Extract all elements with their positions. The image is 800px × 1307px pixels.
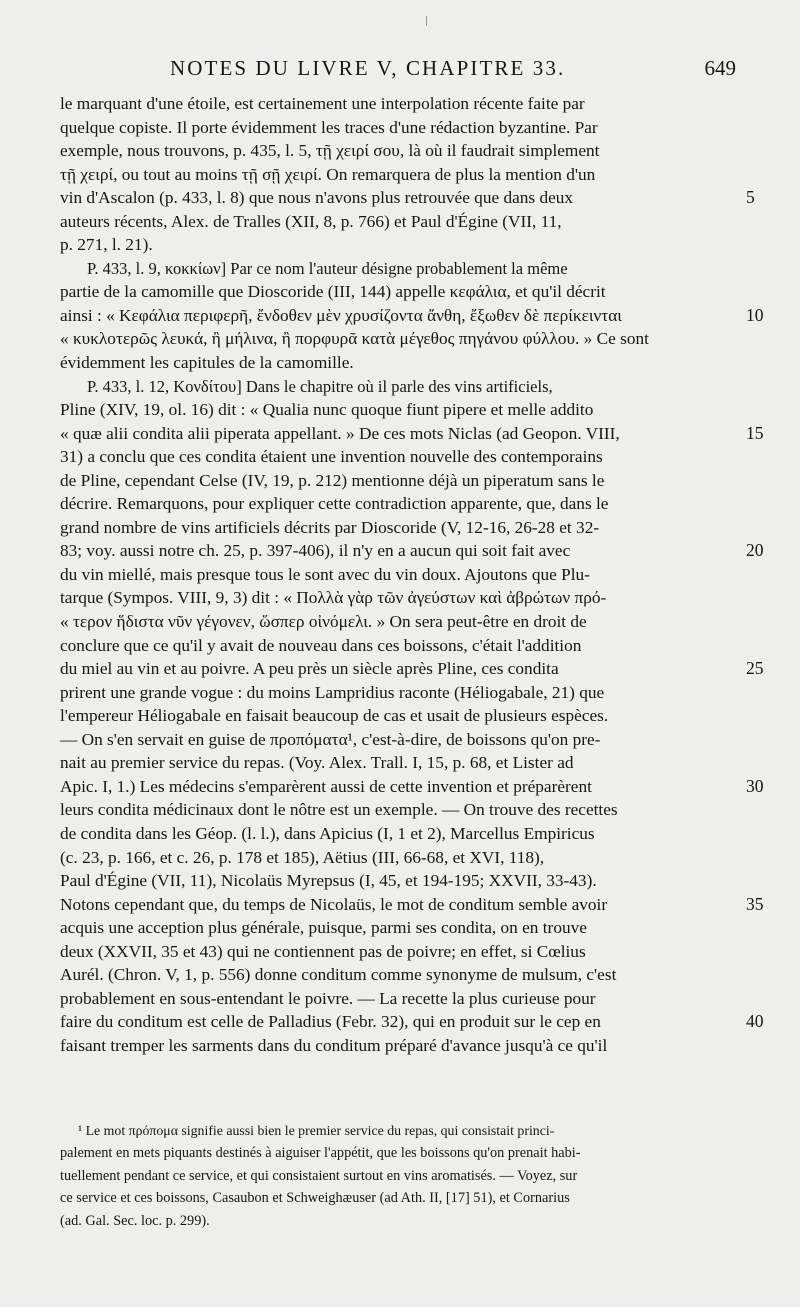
line-text: Paul d'Égine (VII, 11), Nicolaüs Myrepsus (I, 45, et 194-195; XXVII, 33-43). — [60, 871, 597, 891]
line-text: « κυκλοτερῶς λευκά, ἢ μήλινα, ἢ πορφυρᾶ κατὰ μέγεθος πηγάνου φύλλου. » Ce sont — [60, 329, 649, 349]
line-text: faisant tremper les sarments dans du conditum préparé d'avance jusqu'à ce qu'il — [60, 1035, 608, 1055]
print-mark — [426, 16, 427, 26]
text-line — [60, 822, 750, 846]
text-line — [60, 280, 750, 304]
text-line — [60, 634, 750, 658]
text-line — [60, 539, 764, 563]
text-line — [60, 1010, 764, 1034]
text-line — [60, 186, 755, 210]
line-number: 40 — [746, 1011, 764, 1032]
text-line — [60, 775, 764, 799]
line-number: 30 — [746, 775, 764, 796]
running-title: NOTES DU LIVRE V, CHAPITRE 33. — [170, 56, 566, 80]
text-line — [60, 351, 750, 375]
line-number: 15 — [746, 422, 764, 443]
line-text: de Pline, cependant Celse (IV, 19, p. 212) mentionne déjà un piperatum sans le — [60, 470, 605, 490]
page-header — [60, 52, 736, 88]
text-line — [60, 445, 750, 469]
line-text: auteurs récents, Alex. de Tralles (XII, 8, p. 766) et Paul d'Égine (VII, 11, — [60, 211, 562, 231]
text-line — [60, 398, 750, 422]
footnote-line: ce service et ces boissons, Casaubon et Schweighæuser (ad Ath. II, [17] 51), et Cornarius — [60, 1190, 570, 1207]
line-text: (c. 23, p. 166, et c. 26, p. 178 et 185), Aëtius (III, 66-68, et XVI, 118), — [60, 847, 545, 867]
text-line — [60, 492, 750, 516]
line-number: 5 — [746, 187, 755, 208]
text-line — [60, 681, 750, 705]
text-line — [60, 304, 764, 328]
text-line — [60, 469, 750, 493]
line-text: probablement en sous-entendant le poivre. — La recette la plus curieuse pour — [60, 988, 596, 1008]
text-line — [60, 846, 750, 870]
line-number: 10 — [746, 304, 764, 325]
line-text: le marquant d'une étoile, est certainement une interpolation récente faite par — [60, 94, 585, 113]
line-text: évidemment les capitules de la camomille. — [60, 353, 354, 373]
text-line — [60, 233, 750, 257]
line-text: « quæ alii condita alii piperata appellant. » De ces mots Niclas (ad Geopon. VIII, — [60, 423, 620, 443]
line-text: faire du conditum est celle de Palladius (Febr. 32), qui en produit sur le cep en — [60, 1012, 601, 1032]
footnote-line: tuellement pendant ce service, et qui consistaient surtout en vins aromatisés. — Voyez, sur — [60, 1167, 578, 1184]
text-line — [60, 1034, 750, 1058]
line-text: τῇ χειρί, ou tout au moins τῇ σῇ χειρί. On remarquera de plus la mention d'un — [60, 164, 596, 184]
line-number: 20 — [746, 540, 764, 561]
text-line — [60, 563, 750, 587]
text-line — [60, 798, 750, 822]
line-text: leurs condita médicinaux dont le nôtre est un exemple. — On trouve des recettes — [60, 800, 618, 820]
text-line — [60, 963, 750, 987]
text-line — [60, 375, 750, 399]
text-line — [60, 586, 750, 610]
text-line — [60, 139, 750, 163]
page-number: 649 — [704, 56, 736, 80]
line-text: 31) a conclu que ces condita étaient une invention nouvelle des contemporains — [60, 447, 603, 467]
text-line — [60, 116, 750, 140]
text-line — [60, 893, 764, 917]
line-text: l'empereur Héliogabale en faisait beaucoup de cas et usait de plusieurs espèces. — [60, 706, 609, 726]
line-text: conclure que ce qu'il y avait de nouveau dans ces boissons, c'était l'addition — [60, 635, 582, 655]
footnotes — [60, 1120, 736, 1232]
text-line — [60, 728, 750, 752]
line-text: ainsi : « Κεφάλια περιφερῆ, ἔνδοθεν μὲν χρυσίζοντα ἄνθη, ἔξωθεν δὲ περίκεινται — [60, 305, 622, 325]
line-text: P. 433, l. 9, κοκκίων] Par ce nom l'auteur désigne probablement la même — [87, 258, 568, 278]
line-text: p. 271, l. 21). — [60, 235, 153, 255]
line-text: 83; voy. aussi notre ch. 25, p. 397-406), il n'y en a aucun qui soit fait avec — [60, 541, 571, 561]
line-text: prirent une grande vogue : du moins Lampridius raconte (Héliogabale, 21) que — [60, 682, 605, 702]
line-text: tarque (Sympos. VIII, 9, 3) dit : « Πολλὰ γὰρ τῶν ἀγεύστων καὶ ἀβρώτων πρό- — [60, 588, 607, 608]
line-number: 35 — [746, 893, 764, 914]
line-number: 25 — [746, 658, 764, 679]
text-line — [60, 751, 750, 775]
text-line — [60, 610, 750, 634]
text-line — [60, 92, 750, 116]
footnote-line: ¹ Le mot πρόπομα signifie aussi bien le premier service du repas, qui consistait princi- — [78, 1123, 555, 1138]
text-line — [60, 422, 764, 446]
line-text: Aurél. (Chron. V, 1, p. 556) donne conditum comme synonyme de mulsum, c'est — [60, 965, 617, 985]
line-text: Pline (XIV, 19, ol. 16) dit : « Qualia nunc quoque fiunt pipere et melle addito — [60, 400, 594, 420]
text-line — [60, 657, 764, 681]
line-text: Apic. I, 1.) Les médecins s'emparèrent aussi de cette invention et préparèrent — [60, 776, 592, 796]
line-text: exemple, nous trouvons, p. 435, l. 5, τῇ χειρί σου, là où il faudrait simplement — [60, 141, 600, 161]
line-text: du miel au vin et au poivre. A peu près un siècle après Pline, ces condita — [60, 659, 559, 679]
line-text: P. 433, l. 12, Κονδίτου] Dans le chapitre où il parle des vins artificiels, — [87, 376, 553, 396]
line-text: partie de la camomille que Dioscoride (III, 144) appelle κεφάλια, et qu'il décrit — [60, 282, 606, 302]
text-line — [60, 327, 750, 351]
text-line — [60, 516, 750, 540]
line-text: nait au premier service du repas. (Voy. Alex. Trall. I, 15, p. 68, et Lister ad — [60, 753, 574, 773]
line-text: acquis une acception plus générale, puisque, parmi ses condita, on en trouve — [60, 918, 587, 938]
line-text: quelque copiste. Il porte évidemment les traces d'une rédaction byzantine. Par — [60, 117, 598, 137]
text-line — [60, 163, 750, 187]
line-text: deux (XXVII, 35 et 43) qui ne contiennent pas de poivre; en effet, si Cœlius — [60, 941, 586, 961]
text-line — [60, 869, 750, 893]
line-text: de condita dans les Géop. (l. l.), dans Apicius (I, 1 et 2), Marcellus Empiricus — [60, 823, 595, 843]
line-text: décrire. Remarquons, pour expliquer cette contradiction apparente, que, dans le — [60, 494, 609, 514]
text-line — [60, 257, 750, 281]
text-line — [60, 210, 750, 234]
line-text: Notons cependant que, du temps de Nicolaüs, le mot de conditum semble avoir — [60, 894, 608, 914]
line-text: du vin miellé, mais presque tous le sont avec du vin doux. Ajoutons que Plu- — [60, 564, 590, 584]
text-line — [60, 987, 750, 1011]
text-line — [60, 940, 750, 964]
footnote-line: (ad. Gal. Sec. loc. p. 299). — [60, 1212, 210, 1229]
line-text: — On s'en servait en guise de προπόματα¹, c'est-à-dire, de boissons qu'on pre- — [60, 729, 601, 749]
footnote-line: palement en mets piquants destinés à aiguiser l'appétit, que les boissons qu'on prenait habi- — [60, 1145, 581, 1162]
line-text: grand nombre de vins artificiels décrits par Dioscoride (V, 12-16, 26-28 et 32- — [60, 517, 600, 537]
body-text — [60, 92, 764, 1057]
line-text: « τερον ἥδιστα νῦν γέγονεν, ὥσπερ οἰνόμελι. » On sera peut-être en droit de — [60, 612, 587, 632]
line-text: vin d'Ascalon (p. 433, l. 8) que nous n'avons plus retrouvée que dans deux — [60, 188, 574, 208]
text-line — [60, 916, 750, 940]
text-line — [60, 704, 750, 728]
